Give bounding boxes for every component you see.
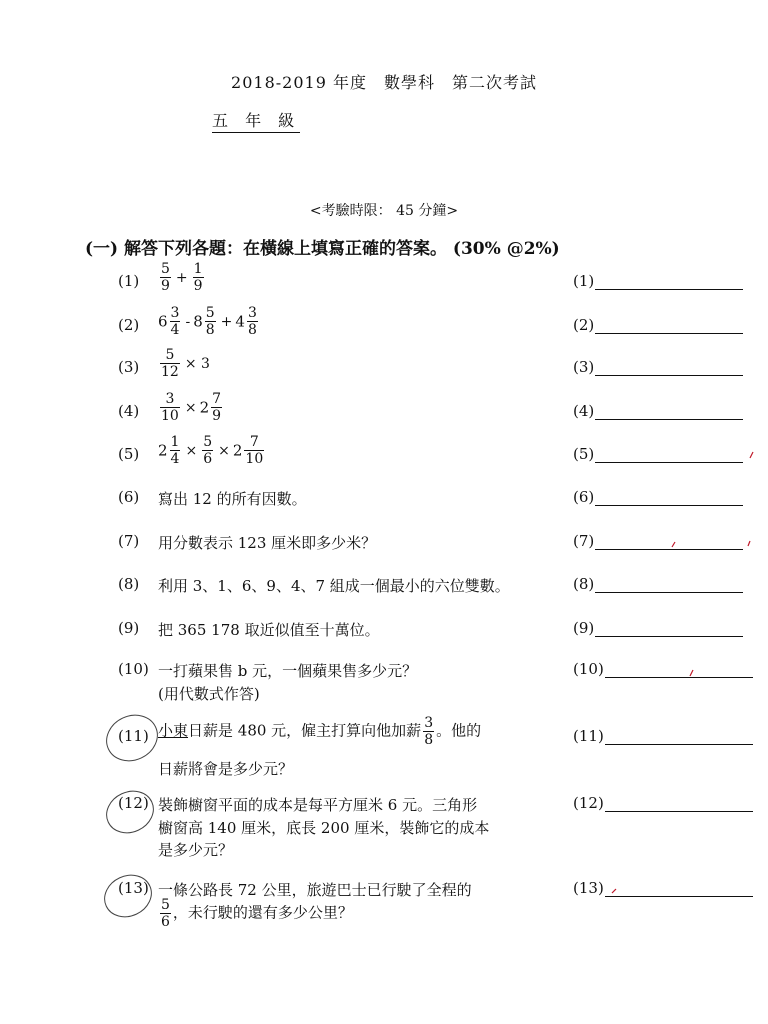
fraction: $\frac{5}{9}$ — [161, 261, 170, 294]
question-number: (6) — [118, 488, 140, 506]
question-12-line-3: 是多少元？ — [158, 841, 234, 859]
question-1-expression: $\frac{5}{9}$ + $\frac{1}{9}$ — [161, 261, 203, 294]
question-6-text: 寫出 12 的所有因數。 — [158, 490, 307, 508]
answer-blank-5[interactable]: (5) — [573, 445, 743, 463]
time-limit: <考驗時限： 45 分鐘> — [309, 203, 459, 219]
question-7-text: 用分數表示 123 厘米即多少米？ — [158, 534, 377, 552]
question-number: (3) — [118, 358, 140, 376]
answer-blank-9[interactable]: (9) — [573, 619, 743, 637]
question-3-expression: $\frac{5}{12}$ × 3 — [161, 347, 210, 380]
fraction: $\frac{3}{8}$ — [424, 715, 434, 748]
fraction: $\frac{5}{6}$ — [203, 434, 213, 467]
question-number: (1) — [118, 272, 140, 290]
question-2-expression: 6 $\frac{3}{4}$ - 8 $\frac{5}{8}$ + 4 $\frac{3}{8}$ — [158, 305, 257, 338]
question-number: (2) — [118, 316, 140, 334]
question-number: (9) — [118, 619, 140, 637]
answer-blank-2[interactable]: (2) — [573, 316, 743, 334]
fraction: $\frac{3}{8}$ — [247, 305, 257, 338]
section-heading: (一) 解答下列各題：在橫線上填寫正確的答案。 (30% @2%) — [85, 239, 560, 259]
question-5-expression: 2 $\frac{1}{4}$ × $\frac{5}{6}$ × 2 $\frac{7}{10}$ — [158, 434, 264, 467]
answer-blank-3[interactable]: (3) — [573, 358, 743, 376]
fraction: $\frac{5}{6}$ — [161, 897, 170, 930]
answer-blank-12[interactable]: (12) — [573, 794, 753, 812]
question-number: (10) — [118, 660, 149, 678]
answer-blank-10[interactable]: (10) — [573, 660, 753, 678]
fraction: $\frac{3}{4}$ — [170, 305, 180, 338]
fraction: $\frac{5}{8}$ — [205, 305, 215, 338]
grade-label: 五 年 級 — [212, 108, 300, 133]
question-9-text: 把 365 178 取近似值至十萬位。 — [158, 621, 380, 639]
fraction: $\frac{5}{12}$ — [161, 347, 179, 380]
red-tick — [750, 452, 753, 458]
answer-blank-6[interactable]: (6) — [573, 488, 743, 506]
answer-blank-11[interactable]: (11) — [573, 727, 753, 745]
question-12-line-1: 裝飾櫥窗平面的成本是每平方厘米 6 元。三角形 — [158, 796, 478, 814]
red-tick — [748, 541, 750, 546]
fraction: $\frac{7}{10}$ — [245, 434, 264, 467]
fraction: $\frac{7}{9}$ — [212, 391, 222, 424]
question-number: (4) — [118, 402, 140, 420]
answer-blank-1[interactable]: (1) — [573, 272, 743, 290]
answer-blank-4[interactable]: (4) — [573, 402, 743, 420]
answer-blank-7[interactable]: (7) — [573, 532, 743, 550]
fraction: $\frac{1}{9}$ — [193, 261, 203, 294]
pencil-circle-12 — [100, 784, 160, 841]
fraction: $\frac{1}{4}$ — [170, 434, 180, 467]
answer-blank-8[interactable]: (8) — [573, 575, 743, 593]
question-number: (5) — [118, 445, 140, 463]
question-11-line-2: 日薪將會是多少元？ — [158, 760, 294, 778]
question-10-text: 一打蘋果售 b 元，一個蘋果售多少元？ — [158, 662, 418, 680]
question-11-line-1: 小東日薪是 480 元，僱主打算向他加薪 $\frac{3}{8}$ 。他的 — [158, 715, 482, 748]
question-number: (7) — [118, 532, 140, 550]
answer-blank-13[interactable]: (13) — [573, 879, 753, 897]
person-name: 小東 — [158, 721, 189, 740]
question-13-line-2: $\frac{5}{6}$ ，未行駛的還有多少公里？ — [161, 897, 353, 930]
question-13-line-1: 一條公路長 72 公里，旅遊巴士已行駛了全程的 — [158, 881, 472, 899]
question-number: (12) — [118, 794, 149, 812]
question-number: (13) — [118, 879, 149, 897]
question-number: (11) — [118, 727, 149, 745]
question-10-note: (用代數式作答) — [158, 685, 260, 703]
exam-title: 2018-2019 年度 數學科 第二次考試 — [231, 73, 537, 92]
question-12-line-2: 櫥窗高 140 厘米，底長 200 厘米，裝飾它的成本 — [158, 819, 490, 837]
question-8-text: 利用 3、1、6、9、4、7 組成一個最小的六位雙數。 — [158, 577, 510, 595]
question-number: (8) — [118, 575, 140, 593]
question-4-expression: $\frac{3}{10}$ × 2 $\frac{7}{9}$ — [161, 391, 222, 424]
fraction: $\frac{3}{10}$ — [161, 391, 179, 424]
